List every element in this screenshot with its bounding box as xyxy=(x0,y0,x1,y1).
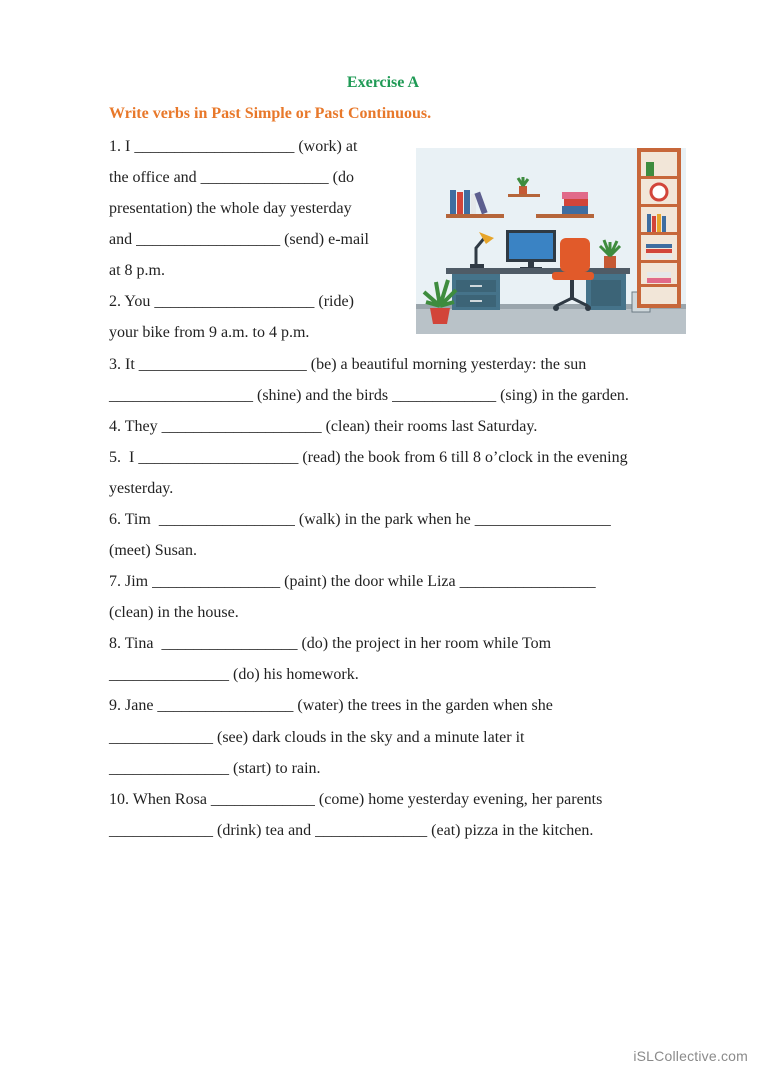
exercise-line: (meet) Susan. xyxy=(109,542,197,559)
exercise-line: 5. I ____________________ (read) the book from 6 till 8 o’clock in the evening xyxy=(109,449,628,466)
exercise-line: at 8 p.m. xyxy=(109,262,165,279)
exercise-line: your bike from 9 a.m. to 4 p.m. xyxy=(109,324,310,341)
exercise-line: and __________________ (send) e-mail xyxy=(109,231,369,248)
exercise-line: 10. When Rosa _____________ (come) home yesterday evening, her parents xyxy=(109,791,603,808)
exercise-line: 7. Jim ________________ (paint) the door while Liza _________________ xyxy=(109,573,596,590)
exercise-line: 3. It _____________________ (be) a beautiful morning yesterday: the sun xyxy=(109,356,587,373)
exercise-line: 8. Tina _________________ (do) the project in her room while Tom xyxy=(109,635,552,652)
exercise-line: __________________ (shine) and the birds _____________ (sing) in the garden. xyxy=(109,387,629,404)
exercise-line: _______________ (do) his homework. xyxy=(109,666,359,683)
exercise-line: 2. You ____________________ (ride) xyxy=(109,293,354,310)
watermark: iSLCollective.com xyxy=(633,1048,748,1064)
worksheet-title: Exercise A xyxy=(346,74,420,91)
office-room-illustration xyxy=(416,148,686,334)
exercise-line: presentation) the whole day yesterday xyxy=(109,200,352,217)
exercise-line: yesterday. xyxy=(109,480,174,497)
exercise-line: _______________ (start) to rain. xyxy=(109,760,321,777)
exercise-line: (clean) in the house. xyxy=(109,604,239,621)
exercise-line: _____________ (see) dark clouds in the sky and a minute later it xyxy=(109,729,525,746)
instructions: Write verbs in Past Simple or Past Continuous. xyxy=(109,105,432,122)
exercise-line: 9. Jane _________________ (water) the trees in the garden when she xyxy=(109,697,553,714)
exercise-line: 6. Tim _________________ (walk) in the park when he _________________ xyxy=(109,511,611,528)
exercise-line: 4. They ____________________ (clean) their rooms last Saturday. xyxy=(109,418,538,435)
exercise-line: 1. I ____________________ (work) at xyxy=(109,138,358,155)
exercise-line: _____________ (drink) tea and ______________ (eat) pizza in the kitchen. xyxy=(109,822,594,839)
exercise-line: the office and ________________ (do xyxy=(109,169,354,186)
